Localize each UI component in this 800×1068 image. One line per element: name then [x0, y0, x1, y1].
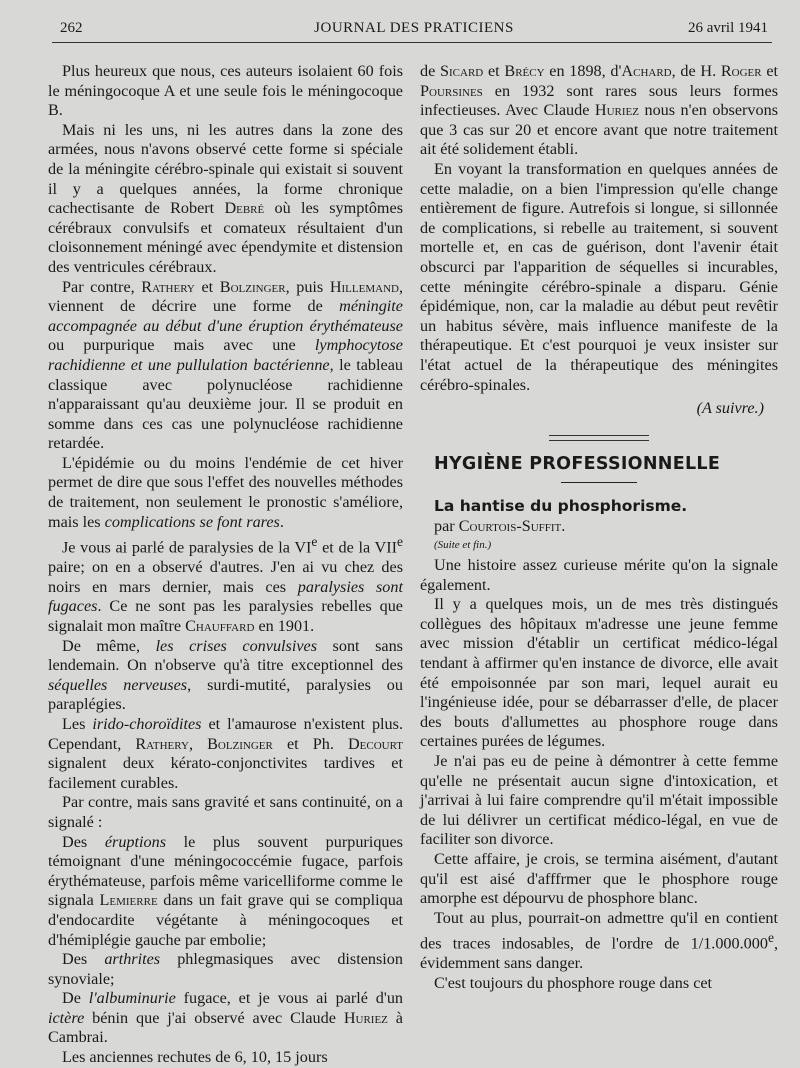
emphasis: lymphocytose rachidienne et une pullulation bactérienne	[48, 336, 403, 374]
author-name: Lemierre	[99, 891, 158, 910]
emphasis: les crises convulsives	[155, 636, 318, 655]
emphasis: éruptions	[104, 832, 166, 851]
author-name: Rathery	[141, 277, 195, 296]
right-column	[420, 62, 778, 994]
paragraph: Par contre, mais sans gravité et sans continuité, on a signalé :	[48, 793, 403, 831]
paragraph: Je vous ai parlé de paralysies de la VIe et de la VIIe paire; on en a observé d'autres. J'en ai vu chez des noirs en mars dernier, mais ces paralysies sont fugaces. Ce ne sont pas les paralysies rebelles que signalait mon maître Chauffard en 1901.	[48, 534, 403, 636]
emphasis: l'albuminurie	[88, 989, 176, 1008]
emphasis: arthrites	[104, 950, 161, 969]
to-be-continued: (A suivre.)	[696, 399, 764, 418]
author-name: Bolzinger	[219, 277, 286, 296]
journal-title: JOURNAL DES PRATICIENS	[314, 20, 514, 36]
section-title: HYGIÈNE PROFESSIONNELLE	[434, 453, 721, 474]
title-rule	[561, 482, 637, 483]
paragraph: Par contre, Rathery et Bolzinger, puis Hillemand, viennent de décrire une forme de méningite accompagnée au début d'une éruption érythémateuse ou purpurique mais avec une lymphocytose rachidienne et une pullulation bactérienne, le tableau classique avec polynucléose rachidienne n'apparaissant qu'au deuxième jour. Il se produit en somme dans ces cas une polynucléose rachidienne retardée.	[48, 277, 403, 453]
page-header	[60, 18, 768, 44]
author-name: Huriez	[594, 101, 639, 120]
paragraph: Les irido-choroïdites et l'amaurose n'existent plus. Cependant, Rathery, Bolzinger et Ph. Decourt signalent deux kérato-conjonctivites tardives et facilement curables.	[48, 714, 403, 792]
author-name: Sicard	[440, 62, 484, 80]
author-name: Courtois-Suffit	[458, 516, 562, 535]
emphasis: séquelles nerveuses	[48, 675, 188, 694]
paragraph: De même, les crises convulsives sont sans lendemain. On n'observe qu'à titre exceptionnel des séquelles nerveuses, surdi-mutité, paralysies ou paraplégies.	[48, 636, 403, 714]
emphasis: complications se font rares	[104, 512, 280, 531]
author-name: Rathery	[135, 734, 189, 753]
paragraph: Il y a quelques mois, un de mes très distingués collègues des hôpitaux m'adresse une jeune femme avec mission d'établir un certificat médico-légal tendant à affirmer qu'en instance de divorce, elle avait été empoisonnée par son mari, lequel aurait eu l'ingénieuse idée, pour se débarrasser d'elle, de placer des bouts d'allumettes au phosphore rouge dans certaines purées de légumes.	[420, 595, 778, 751]
continuation-note: (Suite et fin.)	[434, 539, 492, 552]
left-column	[48, 62, 403, 1068]
author-name: Chauffard	[185, 617, 255, 636]
paragraph: Cette affaire, je crois, se termina aisément, d'autant qu'il est aisé d'afffrmer que le phosphore rouge amorphe est dépourvu de phosphore blanc.	[420, 849, 778, 908]
section-divider	[549, 435, 649, 441]
emphasis: irido-choroïdites	[92, 714, 202, 733]
author-name: Roger	[720, 62, 762, 80]
paragraph: C'est toujours du phosphore rouge dans cet	[434, 973, 713, 992]
paragraph: Plus heureux que nous, ces auteurs isolaient 60 fois le méningocoque A et une seule fois le méningocoque B.	[48, 62, 403, 120]
paragraph: Des arthrites phlegmasiques avec distension synoviale;	[48, 950, 403, 988]
author-name: Achard	[621, 62, 672, 80]
emphasis: ictère	[48, 1008, 85, 1027]
author-name: Debré	[224, 199, 265, 218]
paragraph: Des éruptions le plus souvent purpuriques témoignant d'une méningococcémie fugace, parfois érythémateuse, parfois même varicelliforme comme le signala Lemierre dans un fait grave qui se compliqua d'endocardite végétante à méningocoques et d'hémiplégie gauche par embolie;	[48, 832, 403, 949]
paragraph: En voyant la transformation en quelques années de cette maladie, on a bien l'impression qu'elle change entièrement de figure. Autrefois si longue, si sillonnée de complications, si rebelle au traitement, si souvent mortelle et, en cas de guérison, dont l'avenir était obscurci par l'apparition de séquelles si incurables, cette méningite cérébro-spinale a disparu. Génie épidémique, non, car la maladie au début peut revêtir un habitus sévère, mais influence manifeste de la thérapeutique. Et c'est pourquoi je veux insister sur l'état actuel de la thérapeutique des méningites cérébro-spinales.	[420, 159, 778, 394]
emphasis: paralysies sont fugaces	[48, 577, 403, 616]
paragraph: de Sicard et Brécy en 1898, d'Achard, de H. Roger et Poursines en 1932 sont rares sous leurs formes infectieuses. Avec Claude Huriez nous n'en observons que 3 cas sur 20 et encore avant que notre traitement ait été solidement établi.	[420, 62, 779, 159]
author-name: Huriez	[343, 1008, 388, 1027]
paragraph: Je n'ai pas eu de peine à démontrer à cette femme qu'elle ne présentait aucun signe d'intoxication, et j'arrivai à lui faire comprendre qu'il m'était impossible de lui délivrer un certificat médico-légal, en vue de faciliter son divorce.	[420, 752, 778, 849]
author-name: Bolzinger	[207, 734, 273, 753]
paragraph: Mais ni les uns, ni les autres dans la zone des armées, nous n'avons observé cette forme si spéciale de la méningite cérébro-spinale qui existait si souvent il y a quelques années, la forme chronique cachectisante de Robert Debré où les symptômes cérébraux convulsifs et comateux résultaient d'un cloisonnement méningé avec épendymite et distension des ventricules cérébraux.	[48, 120, 403, 276]
article-title: La hantise du phosphorisme.	[434, 497, 688, 516]
paragraph: Tout au plus, pourrait-on admettre qu'il en contient des traces indosables, de l'ordre de 1/1.000.000e, évidemment sans danger.	[420, 908, 778, 973]
byline: par Courtois-Suffit.	[434, 516, 566, 535]
author-name: Brécy	[504, 62, 545, 80]
paragraph: Une histoire assez curieuse mérite qu'on la signale également.	[420, 556, 778, 594]
issue-date: 26 avril 1941	[688, 20, 768, 36]
emphasis: méningite accompagnée au début d'une éruption érythémateuse	[48, 297, 403, 335]
author-name: Hillemand	[329, 277, 399, 296]
paragraph: L'épidémie ou du moins l'endémie de cet hiver permet de dire que sous l'effet des nouvelles méthodes de traitement, non seulement le pronostic s'améliore, mais les complications se font rares.	[48, 453, 403, 531]
header-rule	[52, 42, 772, 43]
author-name: Decourt	[347, 734, 403, 753]
paragraph: Les anciennes rechutes de 6, 10, 15 jours	[62, 1048, 328, 1067]
author-name: Poursines	[420, 81, 483, 100]
paragraph: De l'albuminurie fugace, et je vous ai parlé d'un ictère bénin que j'ai observé avec Claude Huriez à Cambrai.	[48, 989, 404, 1047]
page-number: 262	[60, 20, 83, 36]
